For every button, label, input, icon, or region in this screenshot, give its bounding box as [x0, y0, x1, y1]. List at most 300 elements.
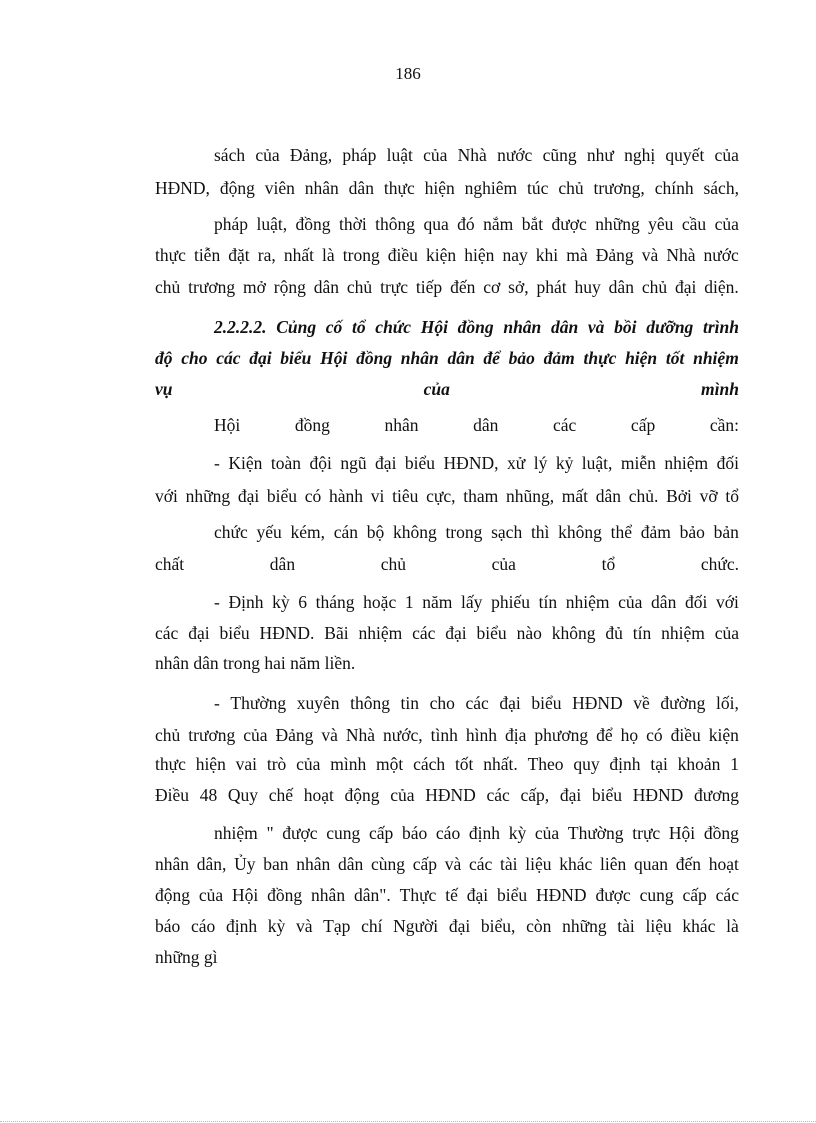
item3-line1 [214, 692, 739, 714]
word: thực [583, 348, 617, 368]
section-heading-line2 [155, 347, 739, 369]
word: thực [155, 245, 186, 265]
item3-line8 [155, 915, 739, 937]
word: tín [632, 623, 652, 643]
item3-line9: những gì [155, 947, 218, 967]
word: của [198, 885, 224, 905]
word: là [322, 245, 335, 265]
word: tham [463, 486, 499, 506]
word: tiếp [415, 277, 443, 297]
item2-line3: nhân dân trong hai năm liền. [155, 653, 356, 673]
word: tiêu [392, 486, 419, 506]
word: chủ [346, 277, 373, 297]
page-bottom-divider [0, 1121, 816, 1122]
word: HĐND [632, 785, 684, 805]
word: cấp [412, 854, 438, 874]
word: đại [188, 623, 210, 643]
word: của [714, 214, 739, 234]
word: hoặc [363, 592, 397, 612]
word: động [219, 178, 255, 198]
word: nhất. [483, 754, 518, 774]
word: mất [561, 486, 589, 506]
word: cấp, [520, 785, 550, 805]
word: mình [701, 379, 739, 399]
item1-line1 [214, 452, 739, 474]
word: bồi [614, 317, 637, 337]
word: nhiệm [214, 823, 258, 843]
word: nhiệm [664, 453, 709, 473]
word: như [586, 145, 614, 165]
word: để [596, 725, 613, 745]
word: của [491, 554, 516, 574]
word: chủ [380, 554, 406, 574]
word: HĐND [425, 785, 476, 805]
intro-line [214, 414, 739, 436]
word: quan [633, 854, 668, 874]
word: của [390, 785, 415, 805]
word: kỷ [555, 453, 574, 473]
word: chủ [641, 277, 668, 297]
word: Thường [567, 823, 624, 843]
word: những [595, 214, 640, 234]
word: độ [155, 348, 173, 368]
word: các [412, 623, 436, 643]
word: luật, [581, 453, 613, 473]
word: pháp [342, 145, 377, 165]
word: để [483, 348, 500, 368]
word: đặt [228, 245, 250, 265]
word: cấp [368, 823, 394, 843]
word: cầu [681, 214, 707, 234]
word: Hội [668, 823, 696, 843]
word: nhất [283, 245, 314, 265]
word: đồng [703, 823, 739, 843]
word: cực, [426, 486, 456, 506]
word: Hội [214, 415, 241, 435]
word: nước, [383, 725, 423, 745]
word: trực [632, 823, 661, 843]
word: dân [473, 415, 499, 435]
word: nhiệm [661, 623, 705, 643]
word: Người [393, 916, 439, 936]
paragraph1-line4 [155, 244, 739, 266]
word: cung [326, 823, 361, 843]
word: 1 [730, 754, 739, 774]
word: thể [610, 522, 632, 542]
word: khác [682, 916, 716, 936]
word: tin [400, 693, 420, 713]
word: các [715, 885, 739, 905]
word: đại [675, 277, 697, 297]
item3-line7 [155, 884, 739, 906]
word: sạch [491, 522, 523, 542]
word: yếu [256, 522, 282, 542]
word: khi [535, 245, 559, 265]
word: những [562, 916, 607, 936]
word: nghiêm [464, 178, 518, 198]
word: Theo [527, 754, 564, 774]
word: khác [559, 854, 593, 874]
word: 1 [404, 592, 414, 612]
word: dân [550, 317, 579, 337]
word: đương [693, 785, 739, 805]
word: đại [448, 916, 471, 936]
word: được [551, 214, 587, 234]
word: đại [499, 693, 521, 713]
word: thông [375, 214, 416, 234]
word: định [609, 754, 641, 774]
word: hành [329, 486, 364, 506]
word: đồng [457, 317, 494, 337]
word: các [155, 623, 179, 643]
word: chủ [155, 725, 181, 745]
word: đội [309, 453, 332, 473]
word: những [185, 486, 231, 506]
word: định [225, 916, 258, 936]
word: luật, [256, 214, 288, 234]
word: - [214, 592, 220, 612]
word: Điều [155, 785, 190, 805]
word: chí [361, 916, 383, 936]
item2-line2 [155, 622, 739, 644]
word: của [423, 379, 450, 399]
word: là [726, 916, 739, 936]
word: Thực [399, 885, 437, 905]
word: chất [155, 554, 185, 574]
word: túc [527, 178, 549, 198]
word: hiện [625, 348, 658, 368]
word: và [587, 317, 605, 337]
word: bắt [521, 214, 544, 234]
word: biểu, [480, 916, 516, 936]
word: Thường [230, 693, 287, 713]
word: thời [338, 214, 367, 234]
word: hoạt [303, 785, 334, 805]
word: tốt [665, 348, 685, 368]
word: chủ [155, 277, 181, 297]
word: điều [670, 725, 701, 745]
word: Định [228, 592, 264, 612]
word: cho [181, 348, 208, 368]
word: xuyên [296, 693, 340, 713]
word: đồng [267, 885, 303, 905]
word: với [155, 486, 178, 506]
word: liệu [645, 916, 672, 936]
word: không [551, 623, 596, 643]
word: cần: [709, 415, 739, 435]
word: định [468, 823, 501, 843]
word: bộ [366, 522, 385, 542]
word: trương, [593, 178, 645, 198]
word: nhân [400, 348, 439, 368]
word: hiện [464, 245, 495, 265]
word: quyết [665, 145, 705, 165]
word: dân [348, 178, 374, 198]
word: của [714, 623, 739, 643]
word: hình [465, 725, 497, 745]
word: dân [313, 277, 340, 297]
word: địa [504, 725, 527, 745]
word: dân [337, 854, 364, 874]
word: biểu [591, 785, 623, 805]
word: cũng [542, 145, 577, 165]
word: trương [188, 725, 236, 745]
word: viên [264, 178, 295, 198]
word: với [715, 592, 739, 612]
word: đảm [640, 522, 671, 542]
word: Hội [420, 317, 448, 337]
word: vụ [155, 379, 173, 399]
word: kiện [426, 245, 457, 265]
word: lối, [716, 693, 739, 713]
word: - [214, 693, 220, 713]
item3-line4 [155, 784, 739, 806]
word: bảo [679, 522, 705, 542]
word: 2.2.2.2. [214, 317, 267, 337]
word: liên [599, 854, 627, 874]
word: lấy [461, 592, 483, 612]
word: vỡ [699, 486, 718, 506]
word: nay [502, 245, 528, 265]
word: Đảng [275, 725, 314, 745]
word: chức [375, 317, 412, 337]
word: điều [387, 245, 418, 265]
word: các [486, 785, 510, 805]
word: biểu [476, 623, 507, 643]
word: sách [214, 145, 246, 165]
word: xử [506, 453, 526, 473]
word: cơ [483, 277, 501, 297]
word: Bởi [666, 486, 692, 506]
item3-line2 [155, 724, 739, 746]
word: kỳ [272, 592, 290, 612]
word: Nhà [345, 725, 376, 745]
word: 6 [298, 592, 307, 612]
paragraph1-line3 [214, 213, 739, 235]
word: một [376, 754, 404, 774]
word: trò [266, 754, 287, 774]
word: hoạt [708, 854, 739, 874]
word: nhân [503, 317, 542, 337]
word: Quy [227, 785, 259, 805]
word: và [295, 916, 313, 936]
word: đại [559, 785, 582, 805]
word: phiếu [491, 592, 530, 612]
word: yêu [648, 214, 674, 234]
word: tín [538, 592, 558, 612]
word: biểu [531, 693, 562, 713]
word: đại [249, 348, 272, 368]
word: trong [342, 245, 380, 265]
word: vai [235, 754, 258, 774]
word: cán [333, 522, 359, 542]
word: pháp [214, 214, 249, 234]
word: mở [243, 277, 266, 297]
word: đến [675, 854, 701, 874]
word: rộng [273, 277, 306, 297]
word: Hội [232, 885, 259, 905]
word: tiễn [193, 245, 221, 265]
word: lý [533, 453, 548, 473]
word: huy [574, 277, 601, 297]
word: khoản [677, 754, 721, 774]
word: các [216, 348, 241, 368]
word: của [714, 145, 739, 165]
word: diện. [704, 277, 739, 297]
word: các [553, 415, 577, 435]
word: dân [447, 348, 475, 368]
word: HĐND, [443, 453, 499, 473]
word: tài [617, 916, 635, 936]
item2-line1 [214, 591, 739, 613]
word: thực [155, 754, 186, 774]
word: bảo [508, 348, 535, 368]
word: báo [401, 823, 428, 843]
word: biểu [280, 348, 312, 368]
word: Bãi [324, 623, 349, 643]
word: toàn [270, 453, 301, 473]
paragraph1-line5 [155, 276, 739, 298]
word: cách [413, 754, 446, 774]
word: nhân [296, 854, 331, 874]
word: chức [214, 522, 248, 542]
word: tại [650, 754, 668, 774]
word: thực [383, 178, 415, 198]
word: của [255, 145, 280, 165]
word: đảm [543, 348, 575, 368]
word: họ [620, 725, 639, 745]
word: và [444, 854, 462, 874]
word: báo [155, 916, 181, 936]
word: dân [595, 486, 622, 506]
word: không [558, 522, 602, 542]
word: kém, [290, 522, 326, 542]
word: nắm [483, 214, 514, 234]
word: trong [445, 522, 483, 542]
word: và [321, 725, 338, 745]
word: Đảng [595, 245, 634, 265]
word: biểu [404, 453, 436, 473]
word: cáo [435, 823, 461, 843]
word: đại [466, 885, 489, 905]
word: Tạp [323, 916, 351, 936]
word: thì [530, 522, 550, 542]
word: đối [716, 453, 739, 473]
word: đại [237, 486, 260, 506]
word: mình [330, 754, 367, 774]
word: nhiệm [565, 592, 610, 612]
word: của [243, 725, 268, 745]
item1-line4 [155, 553, 739, 575]
word: có [304, 486, 322, 506]
word: của [296, 754, 321, 774]
word: chủ. [628, 486, 659, 506]
word: đến [450, 277, 476, 297]
word: mà [566, 245, 588, 265]
word: dân [608, 277, 634, 297]
word: vi [370, 486, 385, 506]
word: tình [430, 725, 458, 745]
word: Kiện [228, 453, 263, 473]
word: Củng [276, 317, 317, 337]
word: Hội [320, 348, 348, 368]
word: biểu [219, 623, 250, 643]
word: - [214, 453, 220, 473]
word: sách, [703, 178, 739, 198]
word: nhân [311, 885, 346, 905]
word: không [392, 522, 437, 542]
word: tháng [315, 592, 355, 612]
word: trực [380, 277, 409, 297]
word: chính [654, 178, 694, 198]
word: phương [534, 725, 589, 745]
word: luật [386, 145, 413, 165]
word: dân". [353, 885, 391, 905]
word: cố [325, 317, 343, 337]
word: HĐND [536, 885, 587, 905]
word: Nhà [457, 145, 487, 165]
word: của [423, 145, 448, 165]
word: còn [526, 916, 552, 936]
item1-line2 [155, 485, 739, 507]
word: dân [651, 592, 677, 612]
word: về [633, 693, 650, 713]
word: trương [188, 277, 236, 297]
word: đường [660, 693, 706, 713]
word: qua [423, 214, 449, 234]
word: quy [573, 754, 600, 774]
word: nhũng, [505, 486, 555, 506]
word: Nhà [666, 245, 696, 265]
word: chức. [700, 554, 739, 574]
word: thông [350, 693, 390, 713]
word: tài [500, 854, 518, 874]
word: năm [422, 592, 453, 612]
word: cùng [370, 854, 406, 874]
word: hiện [195, 754, 226, 774]
paragraph1-line1 [214, 144, 739, 166]
section-heading-line1 [214, 316, 739, 338]
word: sở, [508, 277, 529, 297]
word: của [534, 823, 560, 843]
word: động [344, 785, 380, 805]
word: cho [429, 693, 455, 713]
word: của [618, 592, 643, 612]
word: kỳ [508, 823, 527, 843]
word: đồng [295, 214, 331, 234]
word: các [469, 854, 493, 874]
word: nhân [384, 415, 419, 435]
word: dân, [196, 854, 227, 874]
word: 48 [199, 785, 218, 805]
paragraph1-line2 [155, 177, 739, 199]
word: ra, [257, 245, 276, 265]
word: HĐND [572, 693, 623, 713]
word: phát [536, 277, 567, 297]
word: ngũ [340, 453, 367, 473]
word: nhiệm [358, 623, 403, 643]
word: tổ [725, 486, 739, 506]
word: tổ [351, 317, 366, 337]
item3-line3 [155, 753, 739, 775]
word: " [266, 823, 274, 843]
word: kỳ [267, 916, 286, 936]
word: nghị [624, 145, 656, 165]
word: biểu [266, 486, 298, 506]
word: bản [713, 522, 739, 542]
word: tốt [454, 754, 474, 774]
word: Ủy [234, 854, 256, 874]
